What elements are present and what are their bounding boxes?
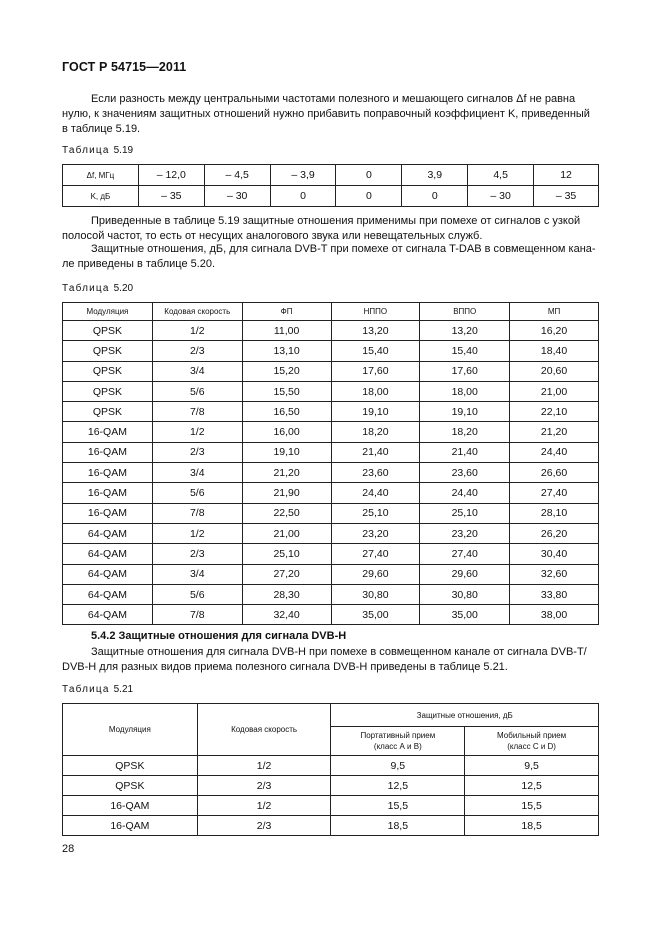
table-5-19-caption <box>62 145 133 156</box>
table-cell: – 35 <box>138 186 204 207</box>
table-cell: QPSK <box>63 361 153 381</box>
table-cell: 15,40 <box>420 341 510 361</box>
table-cell: 7/8 <box>152 503 242 523</box>
table-cell: 3,9 <box>402 165 468 186</box>
table-cell: 25,10 <box>420 503 510 523</box>
table-cell: 35,00 <box>420 605 510 625</box>
table-cell: 3/4 <box>152 361 242 381</box>
table-cell: 16-QAM <box>63 816 198 836</box>
table-cell: 16-QAM <box>63 422 153 442</box>
caption-number: 5.21 <box>113 684 134 695</box>
table-cell: – 3,9 <box>270 165 336 186</box>
table-cell: 64-QAM <box>63 564 153 584</box>
table-5-20-caption <box>62 283 133 294</box>
table-cell: 1/2 <box>152 422 242 442</box>
table-cell: 18,20 <box>420 422 510 442</box>
table-cell: 24,40 <box>420 483 510 503</box>
table-cell: 2/3 <box>197 816 331 836</box>
table-cell: 15,50 <box>242 381 331 401</box>
column-header: ФП <box>242 303 331 321</box>
table-cell: – 30 <box>204 186 270 207</box>
table-cell: 0 <box>270 186 336 207</box>
table-cell: 12,5 <box>331 776 465 796</box>
table-cell: 27,40 <box>510 483 599 503</box>
table-cell: 26,20 <box>510 523 599 543</box>
table-cell: QPSK <box>63 756 198 776</box>
table-cell: 64-QAM <box>63 584 153 604</box>
table-cell: 7/8 <box>152 402 242 422</box>
column-header-portable <box>331 727 465 756</box>
paragraph-line: Защитные отношения, дБ, для сигнала DVB-T при помехе от сигнала T-DAB в совмещенном кана- <box>91 243 596 255</box>
table-row <box>63 796 599 816</box>
table-cell: 2/3 <box>197 776 331 796</box>
table-cell: 64-QAM <box>63 544 153 564</box>
table-cell: 16,00 <box>242 422 331 442</box>
table-cell: 18,20 <box>331 422 420 442</box>
table-row <box>63 776 599 796</box>
table-cell: 18,5 <box>465 816 599 836</box>
column-header-group: Защитные отношения, дБ <box>331 704 599 727</box>
table-cell: 21,40 <box>420 442 510 462</box>
paragraph-table-5-19-note <box>62 214 599 244</box>
table-row <box>63 564 599 584</box>
table-cell: QPSK <box>63 321 153 341</box>
table-cell: – 35 <box>534 186 599 207</box>
table-row <box>63 503 599 523</box>
table-cell: 7/8 <box>152 605 242 625</box>
table-cell: – 12,0 <box>138 165 204 186</box>
table-cell: 4,5 <box>468 165 534 186</box>
table-5-21-caption <box>62 684 133 695</box>
paragraph-line: в таблице 5.19. <box>62 123 141 135</box>
paragraph-delta-f <box>62 92 599 137</box>
table-cell: 13,20 <box>420 321 510 341</box>
row-label-delta-f: Δf, МГц <box>63 165 139 186</box>
table-cell: 17,60 <box>331 361 420 381</box>
table-cell: 28,10 <box>510 503 599 523</box>
column-header-mobile <box>465 727 599 756</box>
header-text: (класс А и В) <box>373 742 422 751</box>
table-cell: 9,5 <box>465 756 599 776</box>
table-row <box>63 361 599 381</box>
table-cell: 22,10 <box>510 402 599 422</box>
table-cell: 16-QAM <box>63 442 153 462</box>
table-cell: 22,50 <box>242 503 331 523</box>
table-cell: 2/3 <box>152 442 242 462</box>
table-cell: 21,90 <box>242 483 331 503</box>
header-text: (класс С и D) <box>507 742 556 751</box>
table-cell: 21,20 <box>242 463 331 483</box>
table-cell: 15,5 <box>331 796 465 816</box>
table-cell: 21,40 <box>331 442 420 462</box>
table-row <box>63 463 599 483</box>
paragraph-line: нулю, к значениям защитных отношений нужно прибавить поправочный коэффициент K, приведенный <box>62 108 590 120</box>
column-header: ВППО <box>420 303 510 321</box>
table-cell: 20,60 <box>510 361 599 381</box>
table-cell: 23,60 <box>420 463 510 483</box>
table-cell: 27,40 <box>331 544 420 564</box>
table-cell: 12,5 <box>465 776 599 796</box>
table-cell: 29,60 <box>420 564 510 584</box>
table-cell: 1/2 <box>197 796 331 816</box>
caption-word: Таблица <box>62 684 110 695</box>
table-cell: QPSK <box>63 776 198 796</box>
table-cell: 33,80 <box>510 584 599 604</box>
table-cell: 18,5 <box>331 816 465 836</box>
table-5-19 <box>62 164 599 207</box>
table-cell: 25,10 <box>331 503 420 523</box>
paragraph-line: Защитные отношения для сигнала DVB-H при помехе в совмещенном канале от сигнала DVB-T/ <box>91 646 587 658</box>
table-cell: 12 <box>534 165 599 186</box>
table-cell: 27,40 <box>420 544 510 564</box>
paragraph-dvb-h <box>62 645 599 675</box>
table-cell: 24,40 <box>331 483 420 503</box>
table-cell: QPSK <box>63 402 153 422</box>
table-cell: 23,20 <box>331 523 420 543</box>
column-header: Кодовая скорость <box>152 303 242 321</box>
table-row-k <box>63 186 599 207</box>
table-cell: 28,30 <box>242 584 331 604</box>
section-heading: 5.4.2 Защитные отношения для сигнала DVB-H <box>91 630 347 642</box>
table-cell: 17,60 <box>420 361 510 381</box>
table-cell: 5/6 <box>152 483 242 503</box>
table-cell: 35,00 <box>331 605 420 625</box>
table-cell: 32,40 <box>242 605 331 625</box>
table-cell: 64-QAM <box>63 605 153 625</box>
table-row-delta-f <box>63 165 599 186</box>
table-cell: 64-QAM <box>63 523 153 543</box>
table-cell: 1/2 <box>152 523 242 543</box>
table-row <box>63 442 599 462</box>
table-header-row <box>63 704 599 727</box>
table-cell: 1/2 <box>152 321 242 341</box>
table-cell: 13,10 <box>242 341 331 361</box>
table-row <box>63 816 599 836</box>
column-header-code-rate: Кодовая скорость <box>197 704 331 756</box>
table-cell: 13,20 <box>331 321 420 341</box>
document-header: ГОСТ Р 54715—2011 <box>62 60 187 74</box>
table-cell: 21,20 <box>510 422 599 442</box>
table-cell: 9,5 <box>331 756 465 776</box>
table-cell: QPSK <box>63 381 153 401</box>
paragraph-line: Если разность между центральными частотами полезного и мешающего сигналов Δf не равна <box>91 93 576 105</box>
table-cell: 16-QAM <box>63 463 153 483</box>
table-cell: 1/2 <box>197 756 331 776</box>
table-5-21 <box>62 703 599 836</box>
table-row <box>63 381 599 401</box>
table-cell: 30,80 <box>420 584 510 604</box>
table-cell: 25,10 <box>242 544 331 564</box>
table-cell: 38,00 <box>510 605 599 625</box>
table-cell: 32,60 <box>510 564 599 584</box>
column-header: НППО <box>331 303 420 321</box>
table-cell: 30,80 <box>331 584 420 604</box>
table-cell: 24,40 <box>510 442 599 462</box>
paragraph-dvb-t-tdab <box>62 242 599 272</box>
table-cell: 18,00 <box>420 381 510 401</box>
caption-number: 5.19 <box>113 145 134 156</box>
paragraph-line: Приведенные в таблице 5.19 защитные отношения применимы при помехе от сигналов с узкой <box>91 215 581 227</box>
table-cell: 3/4 <box>152 463 242 483</box>
table-cell: 0 <box>336 186 402 207</box>
table-cell: 23,60 <box>331 463 420 483</box>
table-cell: 15,40 <box>331 341 420 361</box>
table-row <box>63 544 599 564</box>
caption-number: 5.20 <box>113 283 134 294</box>
table-cell: 19,10 <box>242 442 331 462</box>
column-header-modulation: Модуляция <box>63 704 198 756</box>
header-text: Портативный прием <box>360 731 436 740</box>
column-header: Модуляция <box>63 303 153 321</box>
table-row <box>63 341 599 361</box>
table-cell: 30,40 <box>510 544 599 564</box>
paragraph-line: DVB-H для разных видов приема полезного сигнала DVB-H приведены в таблице 5.21. <box>62 661 508 673</box>
table-cell: 19,10 <box>331 402 420 422</box>
table-cell: 2/3 <box>152 341 242 361</box>
table-cell: 16-QAM <box>63 483 153 503</box>
table-cell: 15,5 <box>465 796 599 816</box>
table-cell: 11,00 <box>242 321 331 341</box>
page-number: 28 <box>62 843 75 855</box>
table-row <box>63 523 599 543</box>
table-5-20 <box>62 302 599 625</box>
header-text: Мобильный прием <box>497 731 567 740</box>
table-cell: 16,20 <box>510 321 599 341</box>
table-cell: 23,20 <box>420 523 510 543</box>
table-cell: 26,60 <box>510 463 599 483</box>
table-cell: 19,10 <box>420 402 510 422</box>
table-row <box>63 483 599 503</box>
caption-word: Таблица <box>62 145 110 156</box>
table-cell: 5/6 <box>152 584 242 604</box>
caption-word: Таблица <box>62 283 110 294</box>
table-cell: 3/4 <box>152 564 242 584</box>
row-label-k: K, дБ <box>63 186 139 207</box>
table-row <box>63 756 599 776</box>
table-cell: 27,20 <box>242 564 331 584</box>
table-cell: 15,20 <box>242 361 331 381</box>
paragraph-line: полосой частот, то есть от несущих аналогового звука или невещательных служб. <box>62 230 483 242</box>
table-cell: 0 <box>402 186 468 207</box>
table-cell: 2/3 <box>152 544 242 564</box>
table-cell: 0 <box>336 165 402 186</box>
table-cell: 29,60 <box>331 564 420 584</box>
table-cell: 16-QAM <box>63 796 198 816</box>
table-header-row <box>63 303 599 321</box>
table-row <box>63 422 599 442</box>
table-row <box>63 321 599 341</box>
table-cell: – 30 <box>468 186 534 207</box>
paragraph-line: ле приведены в таблице 5.20. <box>62 258 216 270</box>
table-cell: – 4,5 <box>204 165 270 186</box>
table-cell: 18,00 <box>331 381 420 401</box>
table-cell: 16,50 <box>242 402 331 422</box>
table-row <box>63 605 599 625</box>
table-cell: 5/6 <box>152 381 242 401</box>
table-cell: 16-QAM <box>63 503 153 523</box>
table-cell: 18,40 <box>510 341 599 361</box>
table-cell: 21,00 <box>242 523 331 543</box>
table-row <box>63 402 599 422</box>
table-cell: 21,00 <box>510 381 599 401</box>
table-cell: QPSK <box>63 341 153 361</box>
table-row <box>63 584 599 604</box>
column-header: МП <box>510 303 599 321</box>
